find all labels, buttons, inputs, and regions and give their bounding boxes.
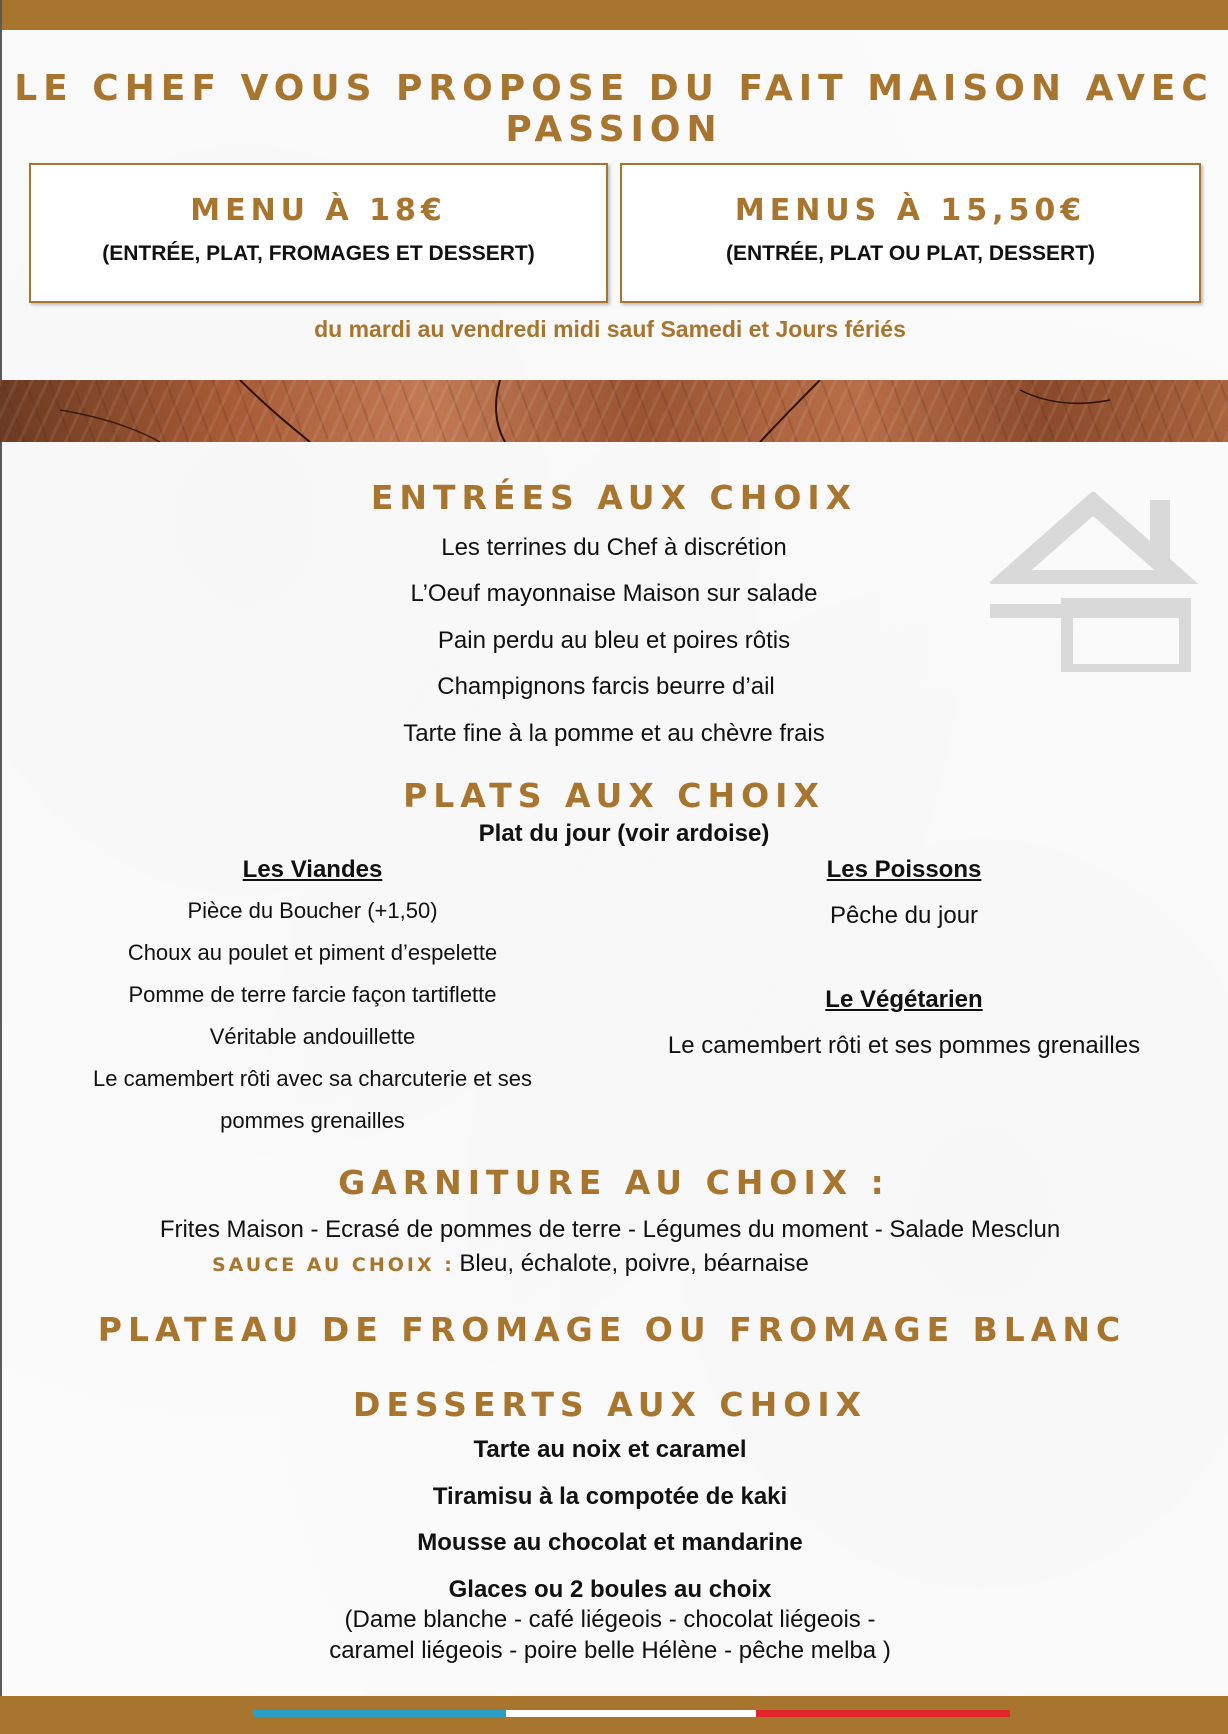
viande-item: Le camembert rôti avec sa charcuterie et ses [93, 1066, 532, 1091]
entree-item: Tarte fine à la pomme et au chèvre frais [403, 720, 825, 747]
sauce-label: SAUCE AU CHOIX : [212, 1254, 455, 1276]
menu-box-18 [29, 163, 608, 303]
menu-box-title: MENU À 18€ [190, 193, 447, 228]
sauce-items: Bleu, échalote, poivre, béarnaise [459, 1250, 809, 1277]
poissons-heading: Les Poissons [826, 856, 982, 883]
viande-item: Véritable andouillette [209, 1024, 416, 1049]
vegetarien-item: Le camembert rôti et ses pommes grenailles [667, 1032, 1141, 1059]
entrees-title: ENTRÉES AUX CHOIX [370, 478, 858, 517]
entree-item: Pain perdu au bleu et poires rôtis [437, 627, 791, 654]
glaces-detail: caramel liégeois - poire belle Hélène - pêche melba ) [329, 1637, 891, 1664]
flag-stripe-white [506, 1710, 756, 1717]
menu-box-15-50 [620, 163, 1201, 303]
menu-box-subtitle: (ENTRÉE, PLAT OU PLAT, DESSERT) [725, 242, 1096, 265]
availability-text: du mardi au vendredi midi sauf Samedi et Jours fériés [314, 316, 906, 342]
sauce-row [212, 1250, 809, 1278]
entree-item: Les terrines du Chef à discrétion [441, 534, 787, 561]
glaces-detail: (Dame blanche - café liégeois - chocolat liégeois - [344, 1606, 876, 1633]
entree-item: L’Oeuf mayonnaise Maison sur salade [410, 580, 818, 607]
fromage-title: PLATEAU DE FROMAGE OU FROMAGE BLANC [97, 1310, 1127, 1349]
garniture-items: Frites Maison - Ecrasé de pommes de terre - Légumes du moment - Salade Mesclun [159, 1216, 1061, 1243]
house-icon [990, 492, 1200, 672]
top-bar [0, 0, 1228, 30]
dessert-item: Glaces ou 2 boules au choix [448, 1576, 772, 1603]
dessert-item: Tiramisu à la compotée de kaki [432, 1483, 788, 1510]
flag-stripe-red [756, 1710, 1010, 1717]
vegetarien-heading: Le Végétarien [825, 986, 983, 1013]
dessert-item: Mousse au chocolat et mandarine [417, 1529, 803, 1556]
entree-item: Champignons farcis beurre d’ail [437, 673, 775, 700]
menu-box-title: MENUS À 15,50€ [734, 193, 1087, 228]
left-edge [0, 0, 2, 1734]
desserts-title: DESSERTS AUX CHOIX [352, 1385, 868, 1424]
viandes-heading: Les Viandes [242, 856, 383, 883]
viandes-column [50, 856, 575, 1134]
viande-item: Pièce du Boucher (+1,50) [187, 898, 438, 923]
menu-box-subtitle: (ENTRÉE, PLAT, FROMAGES ET DESSERT) [102, 242, 535, 265]
viande-item: pommes grenailles [220, 1108, 405, 1133]
plat-du-jour: Plat du jour (voir ardoise) [478, 820, 770, 847]
dessert-item: Tarte au noix et caramel [473, 1436, 747, 1463]
garniture-title: GARNITURE AU CHOIX : [338, 1163, 890, 1202]
viande-item: Choux au poulet et piment d’espelette [127, 940, 498, 965]
headline: LE CHEF VOUS PROPOSE DU FAIT MAISON AVEC PASSION [14, 68, 1214, 150]
flag-stripe-blue [253, 1710, 506, 1717]
wood-banner [0, 380, 1228, 442]
poisson-item: Pêche du jour [829, 902, 979, 929]
viande-item: Pomme de terre farcie façon tartiflette [128, 982, 497, 1007]
plats-title: PLATS AUX CHOIX [403, 776, 825, 815]
poissons-column [630, 856, 1178, 1060]
